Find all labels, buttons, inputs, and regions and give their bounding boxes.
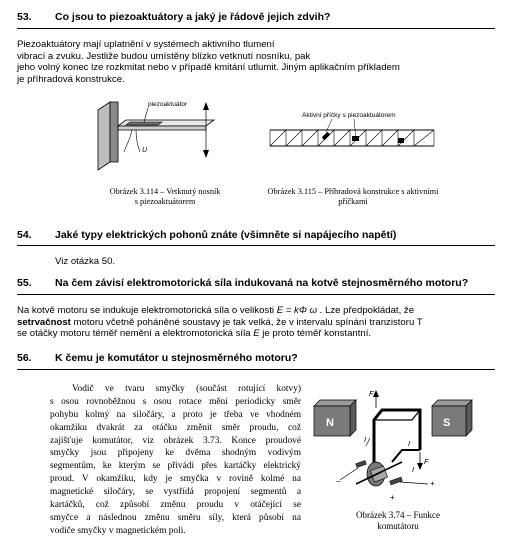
current-arrow bbox=[366, 438, 370, 446]
question-number: 56. bbox=[17, 352, 32, 364]
piezo-label: piezoaktuátor bbox=[148, 101, 188, 108]
wall-front bbox=[110, 102, 118, 162]
question-text: Jaké typy elektrických pohonů znáte (všimněte si napájecího napětí) bbox=[55, 229, 397, 241]
minus-sign: − bbox=[336, 477, 341, 486]
conductor-loop-return bbox=[392, 450, 420, 462]
answer-line: okamžiku dvakrát za otáčku změnit směr proudu, což bbox=[50, 422, 301, 433]
beam-front bbox=[118, 126, 206, 130]
active-member bbox=[322, 132, 330, 140]
answer-line: zajišťuje komutátor, viz obrázek 3.73. Konce proudové bbox=[50, 435, 301, 446]
answer-line: Piezoaktuátory mají uplatnění v systémech aktivního tlumení bbox=[17, 39, 275, 50]
current-label: I bbox=[408, 439, 411, 448]
active-member bbox=[398, 138, 404, 143]
answer-line: kartáčků, což způsobí změnu proudu v otáčející se bbox=[50, 500, 301, 511]
truss-figure bbox=[262, 108, 442, 158]
answer-line: proud. V okamžiku, kdy je smyčka v rovině kolmé na bbox=[50, 474, 301, 485]
lead-wire bbox=[340, 468, 358, 480]
piezo-element bbox=[126, 122, 162, 125]
figure-3-114-caption bbox=[90, 187, 240, 207]
arrow-head-up bbox=[203, 102, 209, 110]
force-label: F bbox=[369, 389, 374, 398]
answer-line: pohybu kolmý na siločáry, a proto je třeba ve vhodném bbox=[50, 409, 301, 420]
figure-3-74-caption bbox=[318, 510, 478, 532]
answer-56 bbox=[50, 383, 301, 538]
answer-line: setrvačnost motoru včetně poháněné soustavy je tak velká, že v intervalu spínání tranzistoru T bbox=[17, 316, 423, 328]
caption-line: komutátoru bbox=[377, 521, 419, 531]
current-label: I bbox=[364, 435, 367, 444]
inertia-term: setrvačnost bbox=[17, 316, 71, 328]
figure-3-115-caption bbox=[248, 187, 458, 207]
answer-line: smyčce a následnou změnu směru síly, která působí na bbox=[50, 512, 301, 523]
plus-sign: + bbox=[390, 493, 395, 502]
s-pole-label: S bbox=[443, 417, 451, 429]
n-pole-label: N bbox=[326, 417, 334, 429]
answer-line: smyčky jsou připojeny ke dvěma shodným vodivým bbox=[50, 448, 301, 459]
wall-side bbox=[98, 102, 110, 170]
truss-label: Aktivní příčky s piezoaktuátorem bbox=[302, 112, 396, 119]
voltage-symbol: U bbox=[142, 147, 148, 154]
answer-line: magnetické siločáry, se vystřídá propojení segmentů a bbox=[50, 487, 301, 498]
answer-line: vodiče smyčky v magnetickém poli. bbox=[50, 525, 186, 536]
caption-line: Obrázek 3.115 – Příhradová konstrukce s aktivními bbox=[267, 187, 439, 196]
brush bbox=[390, 477, 403, 485]
divider bbox=[17, 294, 495, 295]
question-text: Na čem závisí elektromotorická síla indukovaná na kotvě stejnosměrného motoru? bbox=[55, 277, 469, 289]
divider bbox=[17, 28, 495, 29]
force-arrow-head bbox=[373, 390, 379, 397]
emf-variable: E bbox=[253, 328, 260, 339]
s-pole-top bbox=[432, 400, 472, 406]
active-member bbox=[352, 136, 359, 141]
answer-line: Vodič ve tvaru smyčky (součást rotující kotvy) bbox=[72, 384, 301, 394]
answer-55 bbox=[17, 305, 423, 340]
arrow-head-down bbox=[203, 150, 209, 158]
answer-line: Na kotvě motoru se indukuje elektromotorická síla o velikosti E = kΦ ω . Lze předpokládat, že bbox=[17, 305, 415, 316]
caption-line: Obrázek 3.114 – Vetknutý nosník bbox=[109, 187, 221, 196]
n-pole-side bbox=[350, 400, 356, 436]
divider bbox=[17, 369, 495, 370]
caption-line: příčkami bbox=[338, 197, 368, 206]
divider bbox=[17, 245, 495, 246]
answer-line: vibrací a zvuku. Jestliže budou umístěny blízko vetknutí nosníku, pak bbox=[17, 50, 311, 62]
answer-54: Viz otázka 50. bbox=[55, 256, 116, 267]
plus-sign: + bbox=[430, 479, 435, 488]
answer-line: segmentům, ke kterým se přivádí přes kartáčky elektrický bbox=[50, 461, 301, 472]
answer-line: je příhradová konstrukce. bbox=[17, 73, 125, 85]
brush bbox=[356, 460, 367, 467]
question-number: 53. bbox=[17, 11, 32, 23]
question-number: 54. bbox=[17, 229, 32, 241]
answer-line: se otáčky motoru téměř nemění a elektromotorická síla E je proto téměř konstantní. bbox=[17, 328, 372, 339]
commutator-figure bbox=[312, 386, 474, 504]
force-label: F bbox=[424, 457, 429, 466]
current-label: I bbox=[412, 465, 415, 474]
lead-wire bbox=[400, 482, 428, 484]
wire bbox=[136, 130, 140, 152]
n-pole-top bbox=[314, 400, 356, 406]
caption-line: Obrázek 3.74 – Funkce bbox=[356, 510, 440, 520]
answer-line: jeho volný konec lze rozkmitat nebo v případě kmitání utlumit. Jiným aplikačním příkladem bbox=[17, 62, 400, 73]
s-pole-side bbox=[466, 400, 472, 436]
caption-line: s piezoaktuátorem bbox=[134, 197, 196, 206]
wire bbox=[124, 130, 132, 152]
emf-formula: E = kΦ ω bbox=[276, 305, 317, 316]
question-text: K čemu je komutátor u stejnosměrného motoru? bbox=[55, 352, 298, 364]
answer-line: s osou rovnoběžnou s osou rotace mění periodicky směr bbox=[50, 396, 301, 407]
cantilever-beam-figure bbox=[96, 96, 226, 178]
force-arrow-head bbox=[417, 463, 423, 470]
question-text: Co jsou to piezoaktuátory a jaký je řádově jejich zdvih? bbox=[55, 11, 331, 23]
answer-53 bbox=[17, 39, 400, 85]
question-number: 55. bbox=[17, 277, 32, 289]
